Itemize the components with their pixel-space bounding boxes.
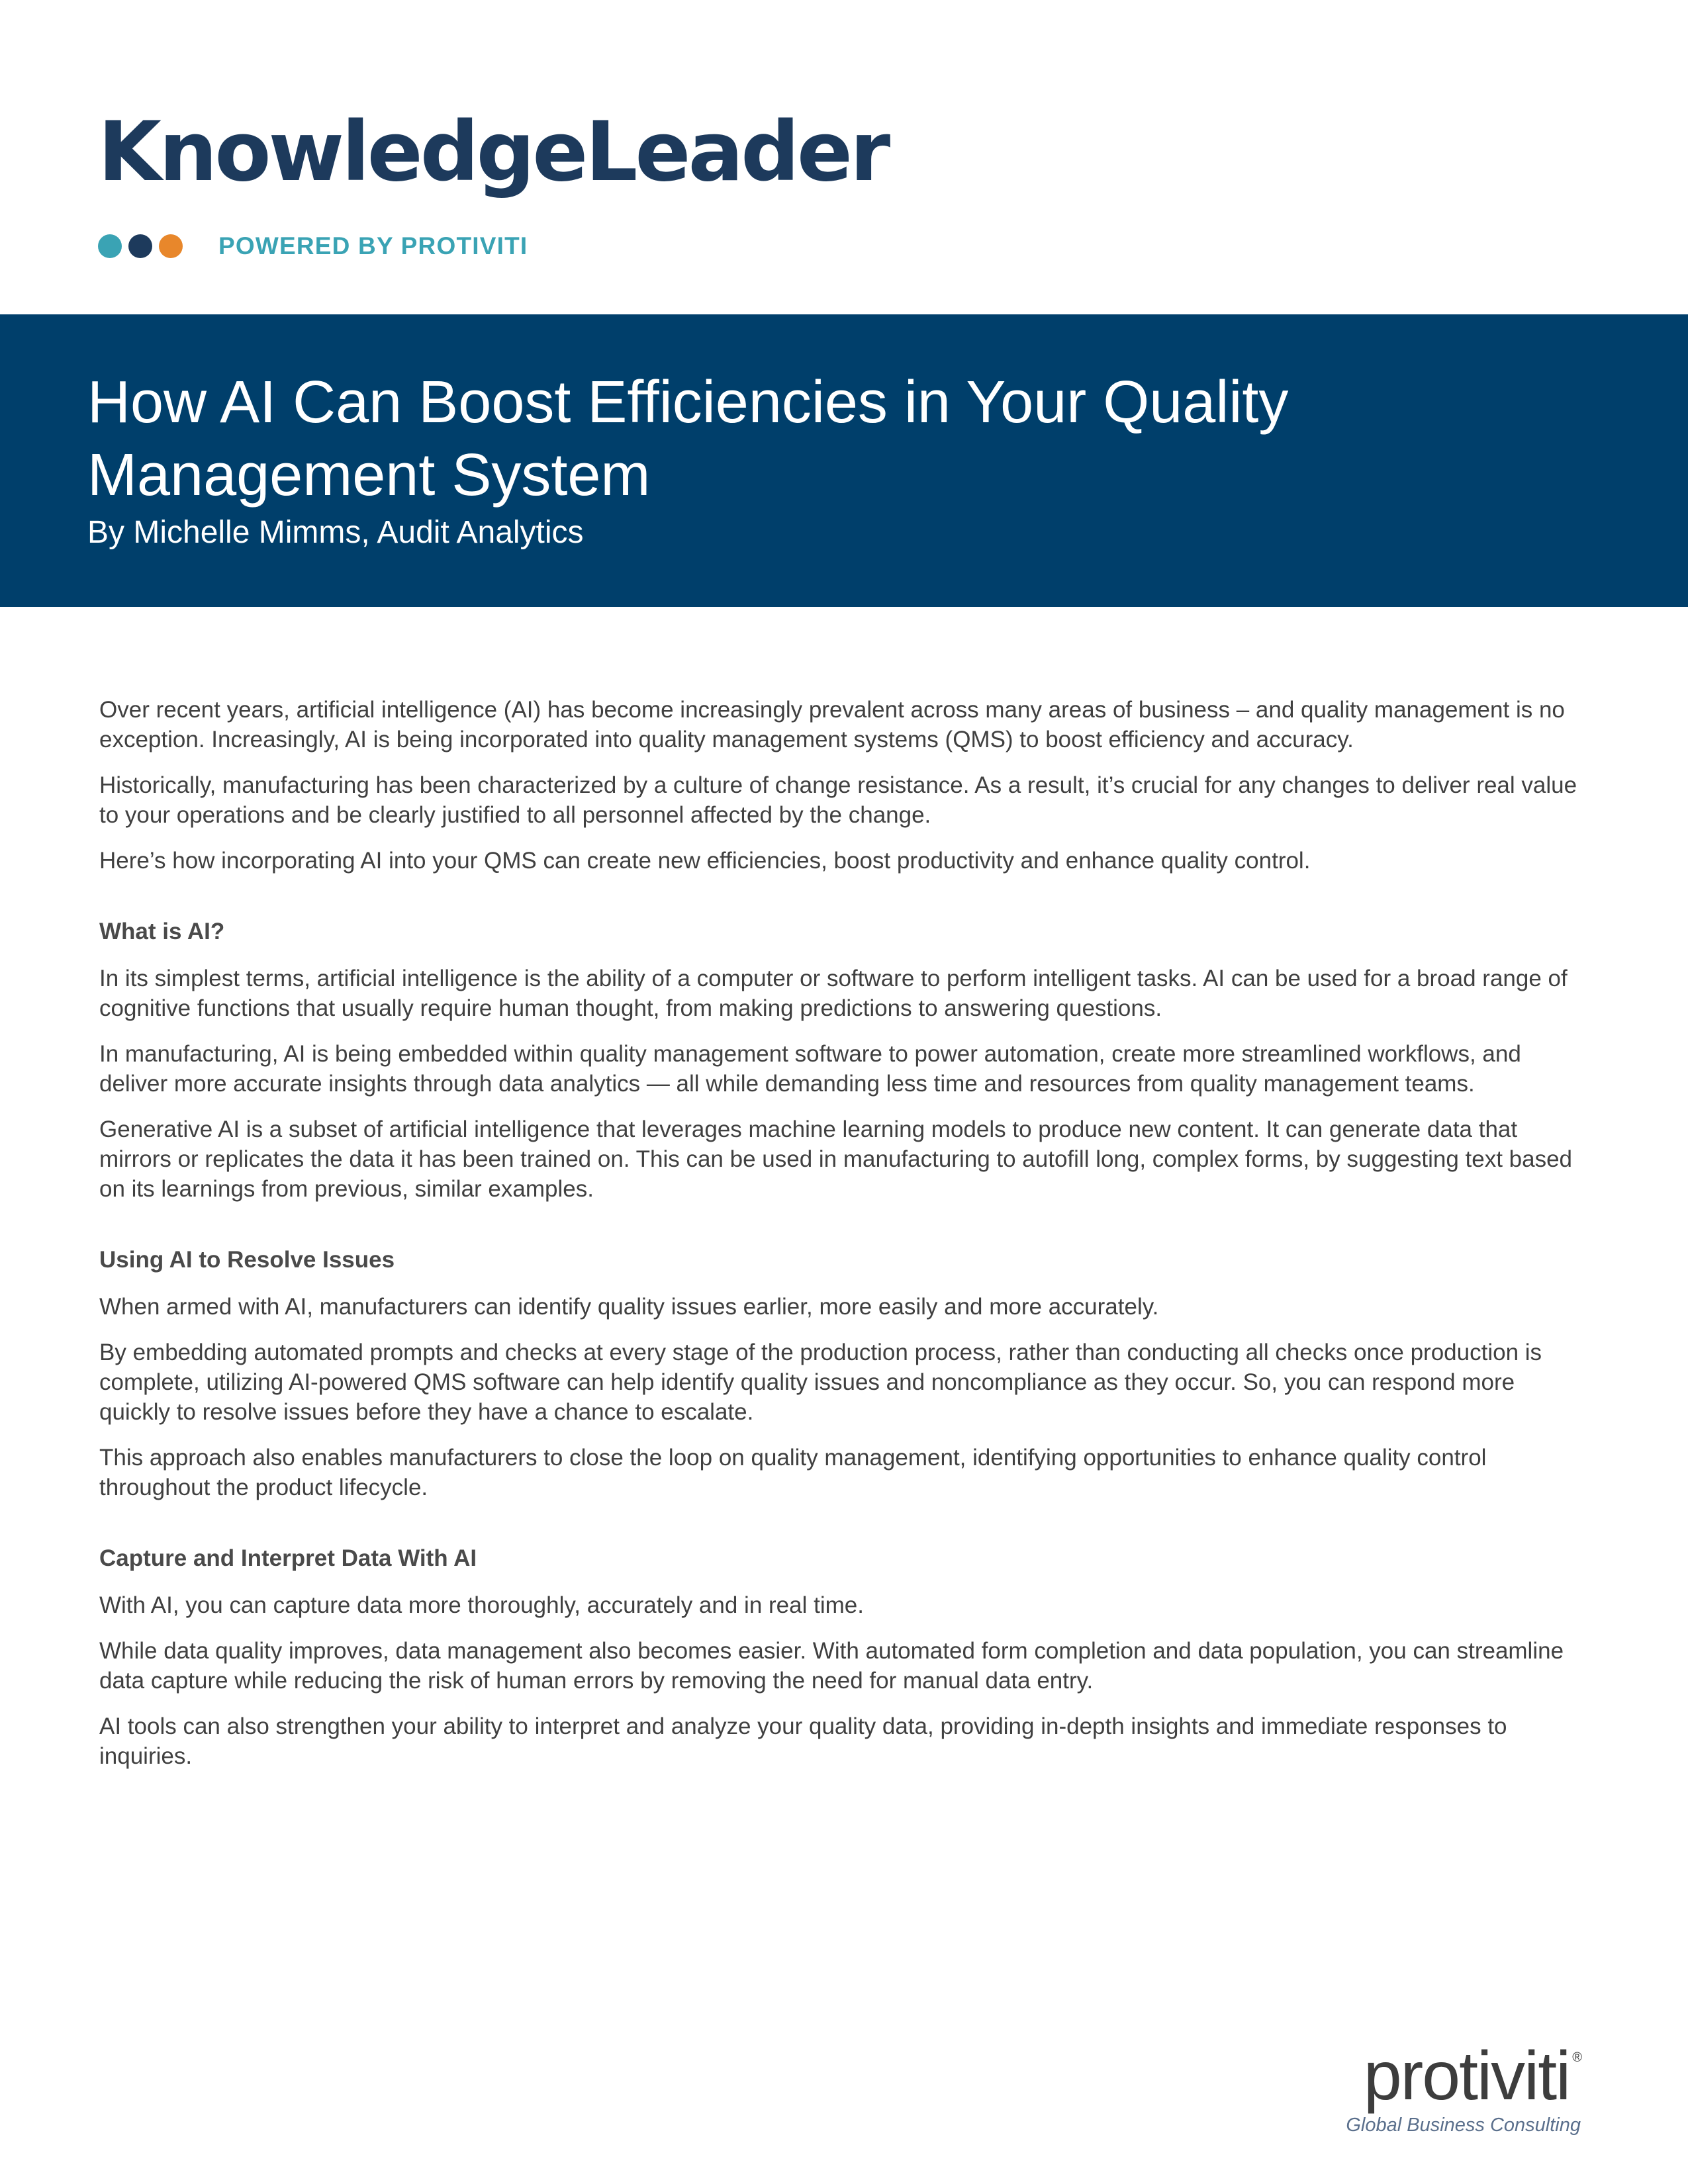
section-3-paragraph-3: AI tools can also strengthen your ability to interpret and analyze your quality data, providing in-depth insights and immediate responses to inquiries. xyxy=(99,1713,1507,1769)
intro-paragraph-2: Historically, manufacturing has been characterized by a culture of change resistance. As a result, it’s crucial for any changes to deliver real value to your operations and be clearly justified to all personnel affected by the change. xyxy=(99,772,1577,828)
registered-mark: ® xyxy=(1572,2050,1581,2065)
logo-wordmark: KnowledgeLeader xyxy=(98,105,888,200)
logo-dot-navy xyxy=(128,234,152,258)
protiviti-wordmark-text: protiviti xyxy=(1363,2038,1570,2115)
page-title: How AI Can Boost Efficiencies in Your Quality Management System xyxy=(87,369,1289,508)
section-heading-capture-data: Capture and Interpret Data With AI xyxy=(99,1545,477,1571)
section-1-paragraph-2: In manufacturing, AI is being embedded within quality management software to power automation, create more streamlined workflows, and deliver more accurate insights through data analytics — all while demanding less time and resources from quality management teams. xyxy=(99,1041,1521,1097)
protiviti-tagline: Global Business Consulting xyxy=(1346,2115,1581,2136)
intro-paragraph-3: Here’s how incorporating AI into your QMS can create new efficiencies, boost productivity and enhance quality control. xyxy=(99,848,1311,874)
section-3-paragraph-1: With AI, you can capture data more thoroughly, accurately and in real time. xyxy=(99,1592,864,1618)
logo-dot-teal xyxy=(98,234,122,258)
intro-paragraph-1: Over recent years, artificial intelligence (AI) has become increasingly prevalent across many areas of business – and quality management is no exception. Increasingly, AI is being incorporated into quality management systems (QMS) to boost efficiency and accuracy. xyxy=(99,697,1565,752)
article-body xyxy=(99,695,1589,1787)
section-2-paragraph-2: By embedding automated prompts and checks at every stage of the production process, rather than conducting all checks once production is complete, utilizing AI-powered QMS software can help identify quality issues and noncompliance as they occur. So, you can respond more quickly to resolve issues before they have a chance to escalate. xyxy=(99,1340,1542,1425)
author-byline: By Michelle Mimms, Audit Analytics xyxy=(87,515,584,550)
section-1-paragraph-3: Generative AI is a subset of artificial intelligence that leverages machine learning models to produce new content. It can generate data that mirrors or replicates the data it has been trained on. This can be used in manufacturing to autofill long, complex forms, by suggesting text based on its learnings from previous, similar examples. xyxy=(99,1116,1573,1202)
knowledgeleader-logo xyxy=(98,105,959,259)
powered-by-row xyxy=(98,232,528,261)
section-3-paragraph-2: While data quality improves, data management also becomes easier. With automated form completion and data population, you can streamline data capture while reducing the risk of human errors by removing the need for manual data entry. xyxy=(99,1638,1564,1694)
title-banner xyxy=(0,314,1688,607)
section-2-paragraph-1: When armed with AI, manufacturers can identify quality issues earlier, more easily and more accurately. xyxy=(99,1294,1159,1320)
section-2-paragraph-3: This approach also enables manufacturers to close the loop on quality management, identifying opportunities to enhance quality control throughout the product lifecycle. xyxy=(99,1445,1487,1500)
section-1-paragraph-1: In its simplest terms, artificial intelligence is the ability of a computer or software to perform intelligent tasks. AI can be used for a broad range of cognitive functions that usually require human thought, from making predictions to answering questions. xyxy=(99,966,1568,1021)
logo-dot-orange xyxy=(159,234,183,258)
powered-by-text: POWERED BY PROTIVITI xyxy=(218,232,528,259)
protiviti-wordmark xyxy=(1303,2038,1581,2115)
section-heading-resolve-issues: Using AI to Resolve Issues xyxy=(99,1247,395,1273)
protiviti-logo xyxy=(1303,2038,1581,2136)
section-heading-what-is-ai: What is AI? xyxy=(99,919,225,944)
